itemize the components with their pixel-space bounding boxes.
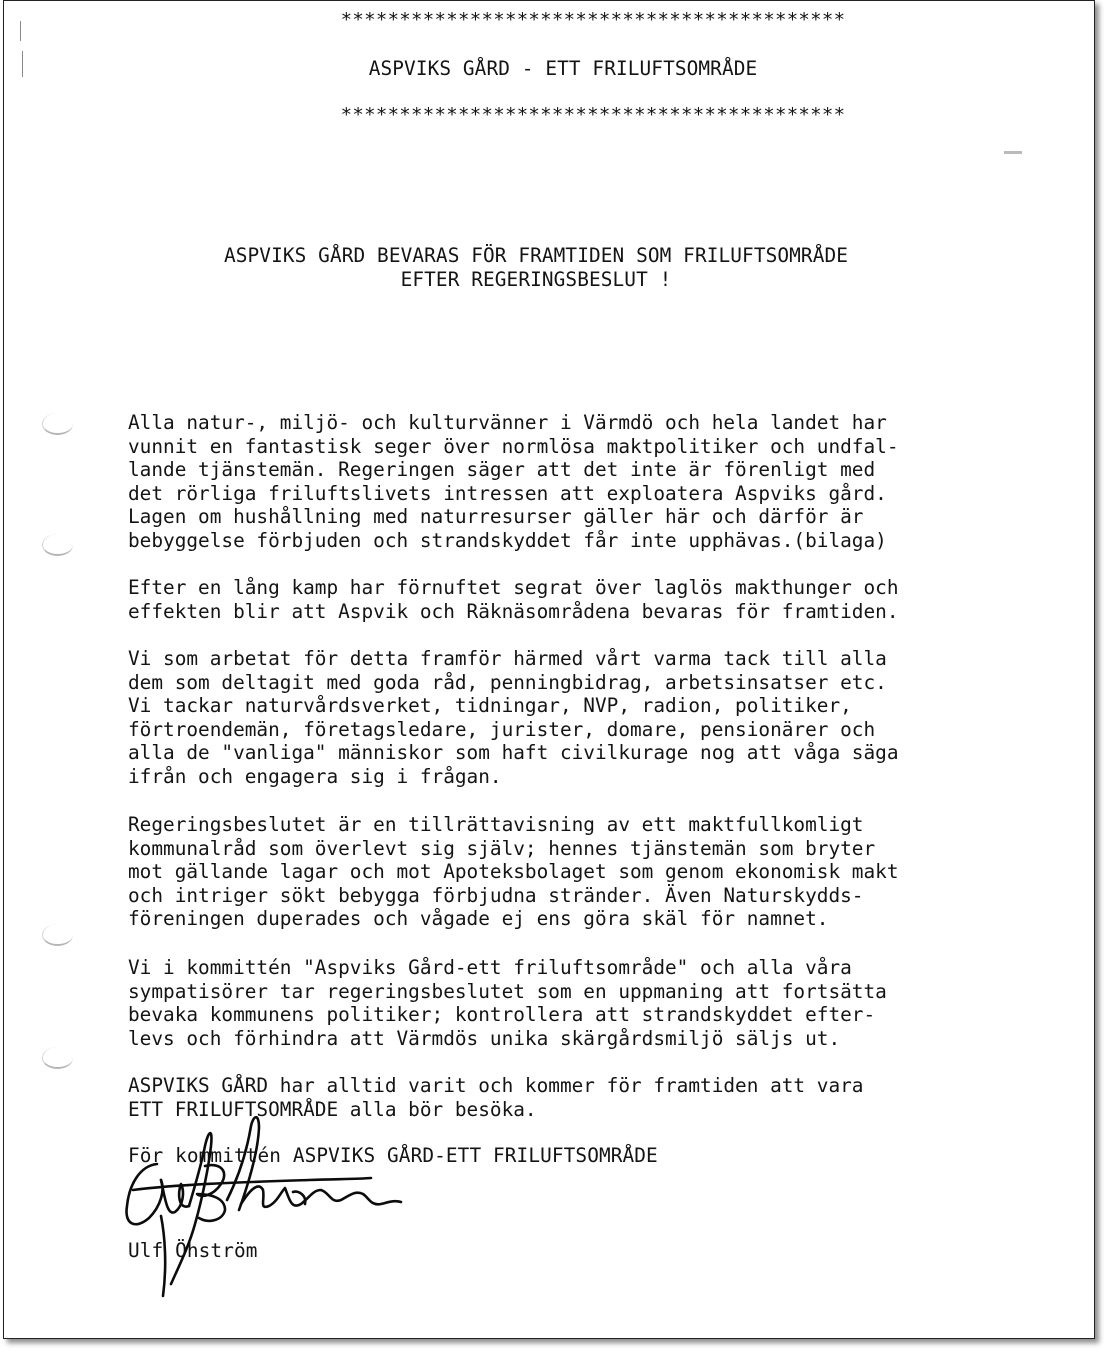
text-line: ASPVIKS GÅRD har alltid varit och kommer för framtiden att vara — [128, 1074, 864, 1097]
paragraph — [128, 813, 1088, 931]
text-line: ifrån och engagera sig i frågan. — [128, 764, 502, 788]
text-line: vunnit en fantastisk seger över normlösa maktpolitiker och undfal- — [128, 434, 899, 458]
headline-line-1: ASPVIKS GÅRD BEVARAS FÖR FRAMTIDEN SOM FRILUFTSOMRÅDE — [223, 244, 849, 267]
paragraph — [128, 956, 1088, 1050]
scan-speck — [1004, 151, 1022, 154]
text-line: kommunalråd som överlevt sig själv; hennes tjänstemän som bryter — [128, 836, 876, 860]
text-line: effekten blir att Aspvik och Räknäsområdena bevaras för framtiden. — [128, 599, 899, 623]
paragraph — [128, 647, 1088, 789]
header-stars-bottom: ******************************************* — [340, 104, 846, 126]
text-line: Vi som arbetat för detta framför härmed vårt varma tack till alla — [128, 647, 887, 670]
paragraph — [128, 576, 1088, 623]
text-line: det rörliga friluftslivets intressen att exploatera Aspviks gård. — [128, 481, 887, 505]
punch-hole — [42, 924, 73, 946]
text-line: bevaka kommunens politiker; kontrollera att strandskyddet efter- — [128, 1003, 876, 1027]
text-line: Alla natur-, miljö- och kulturvänner i Värmdö och hela landet har — [128, 411, 887, 434]
scan-mark — [20, 21, 21, 41]
punch-hole — [42, 1047, 73, 1069]
header-stars-top: ******************************************* — [340, 9, 846, 31]
paragraph — [128, 411, 1088, 553]
text-line: Vi i kommittén "Aspviks Gård-ett friluftsområde" och alla våra — [128, 956, 852, 979]
text-line: ETT FRILUFTSOMRÅDE alla bör besöka. — [128, 1097, 537, 1121]
text-line: dem som deltagit med goda råd, penningbidrag, arbetsinsatser etc. — [128, 670, 887, 694]
text-line: Regeringsbeslutet är en tillrättavisning av ett maktfullkomligt — [128, 813, 864, 836]
signatory-name: Ulf Öhström — [128, 1239, 258, 1262]
punch-hole — [42, 534, 73, 556]
text-line: Vi tackar naturvårdsverket, tidningar, NVP, radion, politiker, — [128, 694, 852, 718]
closing-for-line: För kommittén ASPVIKS GÅRD-ETT FRILUFTSOMRÅDE — [128, 1144, 658, 1167]
text-line: alla de "vanliga" människor som haft civilkurage nog att våga säga — [128, 741, 899, 765]
header-title: ASPVIKS GÅRD - ETT FRILUFTSOMRÅDE — [368, 57, 758, 80]
headline-line-2: EFTER REGERINGSBESLUT ! — [400, 268, 672, 291]
text-line: Efter en lång kamp har förnuftet segrat över laglös makthunger och — [128, 576, 899, 599]
text-line: levs och förhindra att Värmdös unika skärgårdsmiljö säljs ut. — [128, 1026, 841, 1050]
handwritten-signature — [109, 1106, 409, 1306]
text-line: föreningen duperades och vågade ej ens göra skäl för namnet. — [128, 907, 829, 931]
document-page — [3, 0, 1095, 1339]
text-line: mot gällande lagar och mot Apoteksbolaget som genom ekonomisk makt — [128, 860, 899, 884]
punch-hole — [42, 413, 73, 435]
text-line: bebyggelse förbjuden och strandskyddet får inte upphävas.(bilaga) — [128, 528, 887, 552]
text-line: Lagen om hushållning med naturresurser gäller här och därför är — [128, 505, 864, 529]
text-line: och intriger sökt bebygga förbjudna stränder. Även Naturskydds- — [128, 883, 864, 907]
text-line: förtroendemän, företagsledare, jurister, domare, pensionärer och — [128, 717, 876, 741]
text-line: lande tjänstemän. Regeringen säger att det inte är förenligt med — [128, 458, 876, 482]
text-line: sympatisörer tar regeringsbeslutet som en uppmaning att fortsätta — [128, 979, 887, 1003]
